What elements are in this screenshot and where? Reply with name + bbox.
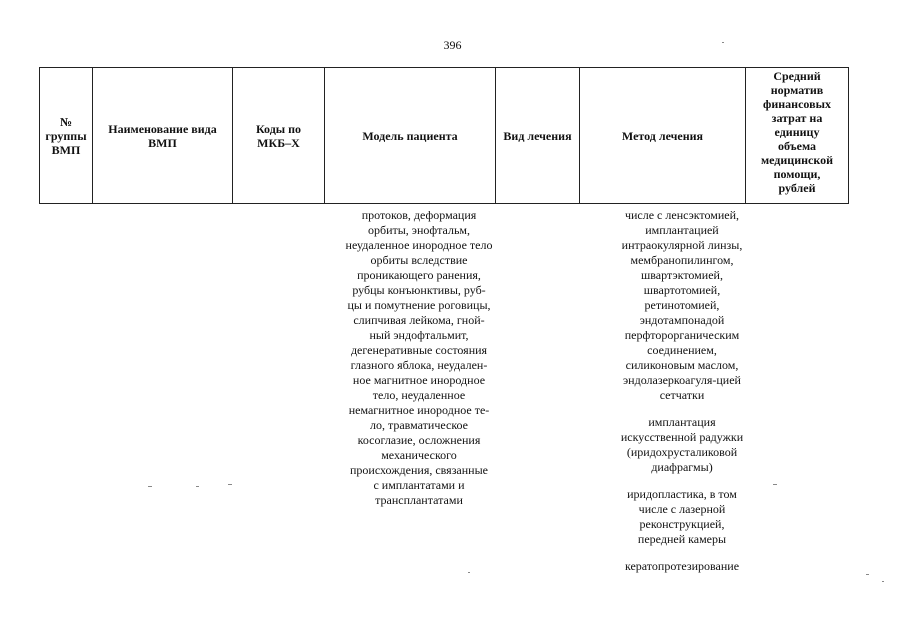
text-line: швартотомией, [643,283,721,297]
table-header [39,67,849,204]
text-line: дегенеративные состояния [350,343,488,357]
scan-speck [866,574,869,575]
scan-speck [773,484,777,485]
text-line: орбиты, энофтальм, [367,223,471,237]
text-line: неудаленное инородное тело [345,238,493,252]
text-line: косоглазие, осложнения [357,433,481,447]
method-block-iris-implant [607,415,757,475]
text-line: немагнитное инородное те- [348,403,490,417]
text-line: глазного яблока, неудален- [350,358,488,372]
header-vmp-name: Наименование вида ВМП [93,68,233,204]
scan-speck [196,486,199,487]
method-block-iridoplasty [607,487,757,547]
text-line: ное магнитное инородное [352,373,486,387]
page-number: 396 [443,38,462,52]
text-line: ный эндофтальмит, [369,328,469,342]
text-line: протоков, деформация [361,208,477,222]
text-line: числе с лазерной [638,502,726,516]
text-line: иридопластика, в том [627,487,737,501]
text-line: эндолазеркоагуля-цией [623,373,741,387]
patient-model-cell [338,208,500,508]
header-treatment-method: Метод лечения [580,68,746,204]
method-block-vitrectomy [607,208,757,403]
text-line: (иридохрусталиковой [626,445,738,459]
text-line: ретинотомией, [644,298,720,312]
text-line: кератопротезирование [624,559,740,573]
text-line: передней камеры [637,532,727,546]
text-line: происхождения, связанные [350,463,488,477]
text-line: диафрагмы) [651,460,713,474]
text-line: рубцы конъюнктивы, руб- [352,283,486,297]
text-line: перфторорганическим [624,328,740,342]
treatment-method-cell [607,208,757,586]
text-line: числе с ленсэктомией, [624,208,740,222]
method-block-keratoprosthesis [607,559,757,574]
text-line: сетчатки [659,388,705,402]
header-group-no: № группы ВМП [40,68,93,204]
text-line: силиконовым маслом, [625,358,739,372]
text-line: проникающего ранения, [357,268,481,282]
text-line: реконструкцией, [639,517,725,531]
text-line: тело, неудаленное [372,388,466,402]
text-line: швартэктомией, [641,268,723,282]
scan-speck [148,486,152,487]
text-line: мембранопилингом, [630,253,734,267]
scan-speck [468,572,470,573]
header-patient-model: Модель пациента [325,68,496,204]
scan-speck [882,581,884,582]
text-line: механического [381,448,457,462]
text-line: искусственной радужки [620,430,744,444]
text-line: с имплантатами и [373,478,465,492]
scan-speck [722,42,724,43]
text-line: ло, травматическое [369,418,469,432]
header-cost-standard: Средний норматив финансовых затрат на единицу объема медицинской помощи, рублей [746,68,849,204]
header-mkb-codes: Коды по МКБ–Х [233,68,325,204]
text-line: цы и помутнение роговицы, [347,298,491,312]
text-line: имплантацией [645,223,719,237]
text-line: трансплантатами [375,493,463,507]
text-line: слипчивая лейкома, гной- [353,313,485,327]
header-treatment-type: Вид лечения [496,68,580,204]
text-line: соединением, [647,343,717,357]
text-line: орбиты вследствие [370,253,468,267]
text-line: эндотампонадой [639,313,725,327]
text-line: имплантация [648,415,716,429]
scan-speck [228,484,232,485]
text-line: интраокулярной линзы, [621,238,743,252]
